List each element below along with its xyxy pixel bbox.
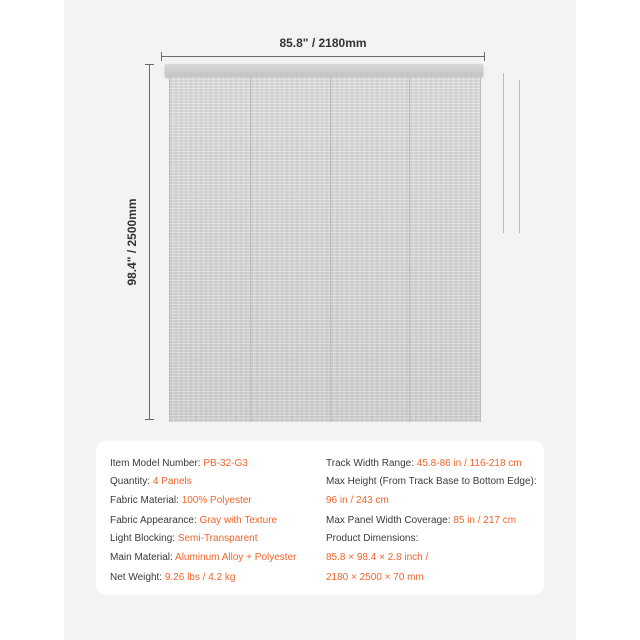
control-wand-2: [519, 80, 520, 233]
headrail-track: [165, 64, 483, 77]
blind-panel-2: [250, 77, 332, 422]
width-dimension-line: [161, 52, 485, 60]
width-dimension-label: 85.8" / 2180mm: [279, 36, 367, 50]
spec-row: Fabric Appearance: Gray with Texture: [110, 515, 278, 526]
spec-row: 2180 × 2500 × 70 mm: [326, 572, 424, 583]
height-dimension-label: 98.4" / 2500mm: [125, 198, 139, 286]
spec-row: Quantity: 4 Panels: [110, 476, 192, 487]
spec-row: Fabric Material: 100% Polyester: [110, 495, 252, 506]
height-dimension-line: [145, 64, 153, 420]
spec-row: Item Model Number: PB-32-G3: [110, 458, 248, 469]
blind-panel-3: [330, 77, 411, 422]
spec-row: Track Width Range: 45.8-86 in / 116-218 cm: [326, 458, 522, 469]
blind-panel-1: [169, 77, 252, 422]
control-wand-1: [503, 73, 504, 233]
spec-row: Product Dimensions:: [326, 533, 419, 544]
spec-row: Net Weight: 9.26 lbs / 4.2 kg: [110, 572, 236, 583]
spec-row: 96 in / 243 cm: [326, 495, 389, 506]
spec-info-box: [96, 441, 544, 595]
spec-row: Max Panel Width Coverage: 85 in / 217 cm: [326, 515, 517, 526]
spec-row: Main Material: Aluminum Alloy + Polyester: [110, 552, 297, 563]
spec-row: 85.8 × 98.4 × 2.8 inch /: [326, 552, 429, 563]
spec-row: Max Height (From Track Base to Bottom Edge):: [326, 476, 537, 487]
blind-panel-4: [409, 77, 481, 422]
spec-row: Light Blocking: Semi-Transparent: [110, 533, 258, 544]
